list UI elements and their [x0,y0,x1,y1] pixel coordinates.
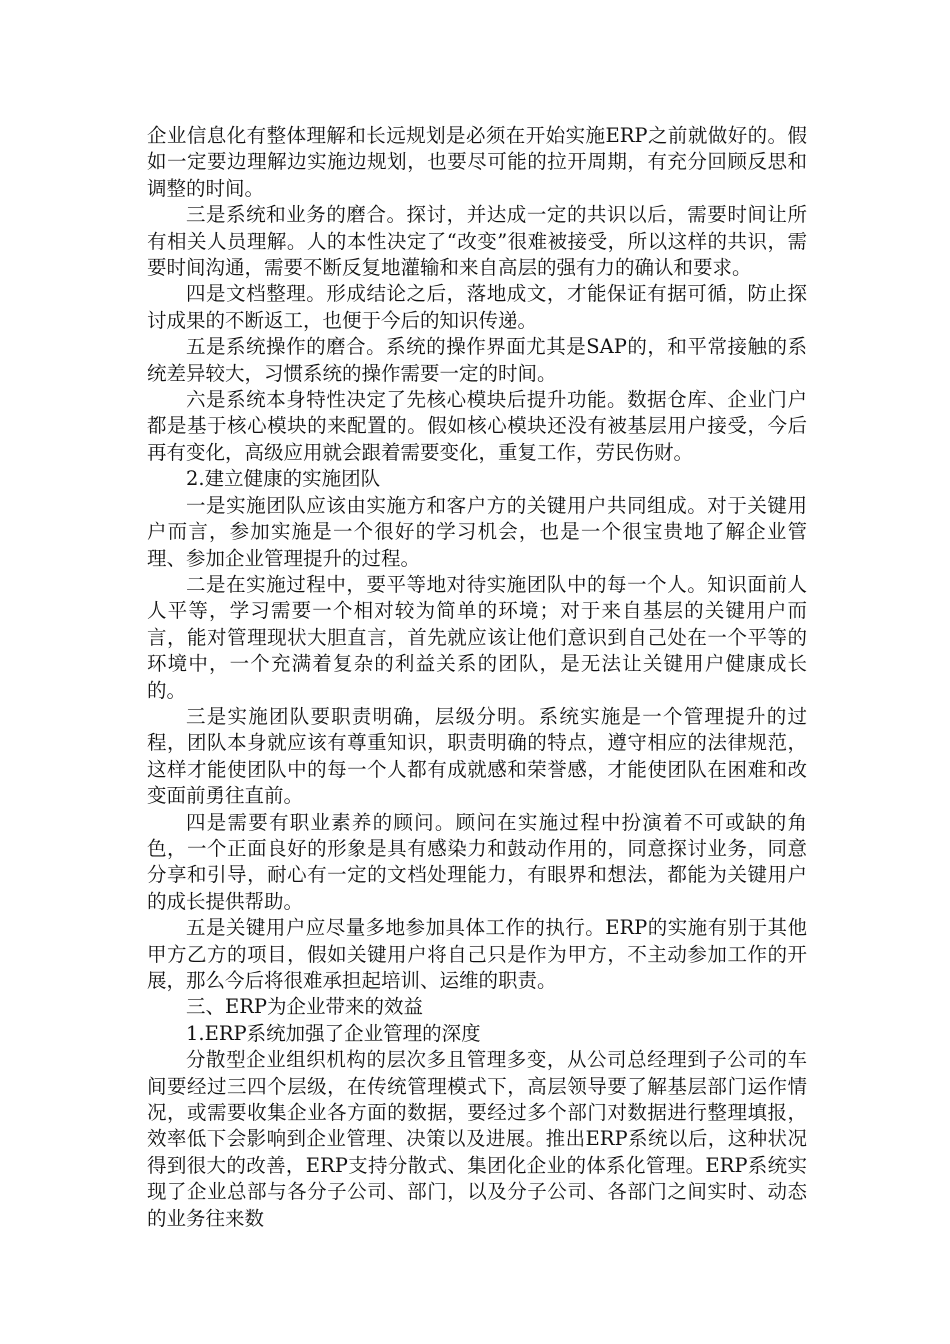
subsection-heading-1: 1.ERP系统加强了企业管理的深度 [186,1021,481,1045]
paragraph-4: 五是系统操作的磨合。系统的操作界面尤其是SAP的，和平常接触的系统差异较大，习惯系统的操作需要一定的时间。 [147,335,807,385]
paragraph-8: 三是实施团队要职责明确，层级分明。系统实施是一个管理提升的过程，团队本身就应该有尊重知识，职责明确的特点，遵守相应的法律规范，这样才能使团队中的每一个人都有成就感和荣誉感，才能使团队在困难和改变面前勇往直前。 [147,704,807,808]
paragraph-10: 五是关键用户应尽量多地参加具体工作的执行。ERP的实施有别于其他甲方乙方的项目，假如关键用户将自己只是作为甲方，不主动参加工作的开展，那么今后将很难承担起培训、运维的职责。 [147,916,807,992]
paragraph-11: 分散型企业组织机构的层次多且管理多变，从公司总经理到子公司的车间要经过三四个层级，在传统管理模式下，高层领导要了解基层部门运作情况，或需要收集企业各方面的数据，要经过多个部门对数据进行整理填报，效率低下会影响到企业管理、决策以及进展。推出ERP系统以后，这种状况得到很大的改善，ERP支持分散式、集团化企业的体系化管理。ERP系统实现了企业总部与各分子公司、部门，以及分子公司、各部门之间实时、动态的业务往来数 [147,1048,807,1230]
paragraph-2: 三是系统和业务的磨合。探讨，并达成一定的共识以后，需要时间让所有相关人员理解。人的本性决定了“改变”很难被接受，所以这样的共识，需要时间沟通，需要不断反复地灌输和来自高层的强有力的确认和要求。 [147,203,807,280]
paragraph-5: 六是系统本身特性决定了先核心模块后提升功能。数据仓库、企业门户都是基于核心模块的来配置的。假如核心模块还没有被基层用户接受，今后再有变化，高级应用就会跟着需要变化，重复工作，劳民伤财。 [147,388,807,464]
paragraph-3: 四是文档整理。形成结论之后，落地成文，才能保证有据可循，防止探讨成果的不断返工，也便于今后的知识传递。 [147,282,807,332]
section-heading-3: 三、ERP为企业带来的效益 [186,995,424,1019]
paragraph-9: 四是需要有职业素养的顾问。顾问在实施过程中扮演着不可或缺的角色，一个正面良好的形象是具有感染力和鼓动作用的，同意探讨业务，同意分享和引导，耐心有一定的文档处理能力，有眼界和想法，都能为关键用户的成长提供帮助。 [147,810,807,913]
paragraph-7: 二是在实施过程中，要平等地对待实施团队中的每一个人。知识面前人人平等，学习需要一个相对较为简单的环境；对于来自基层的关键用户而言，能对管理现状大胆直言，首先就应该让他们意识到自己处在一个平等的环境中，一个充满着复杂的利益关系的团队，是无法让关键用户健康成长的。 [147,572,807,702]
section-heading-2: 2.建立健康的实施团队 [186,467,381,491]
document-body [147,123,807,1232]
paragraph-1: 企业信息化有整体理解和长远规划是必须在开始实施ERP之前就做好的。假如一定要边理解边实施边规划，也要尽可能的拉开周期，有充分回顾反思和调整的时间。 [147,124,807,200]
paragraph-6: 一是实施团队应该由实施方和客户方的关键用户共同组成。对于关键用户而言，参加实施是一个很好的学习机会，也是一个很宝贵地了解企业管理、参加企业管理提升的过程。 [147,493,807,570]
